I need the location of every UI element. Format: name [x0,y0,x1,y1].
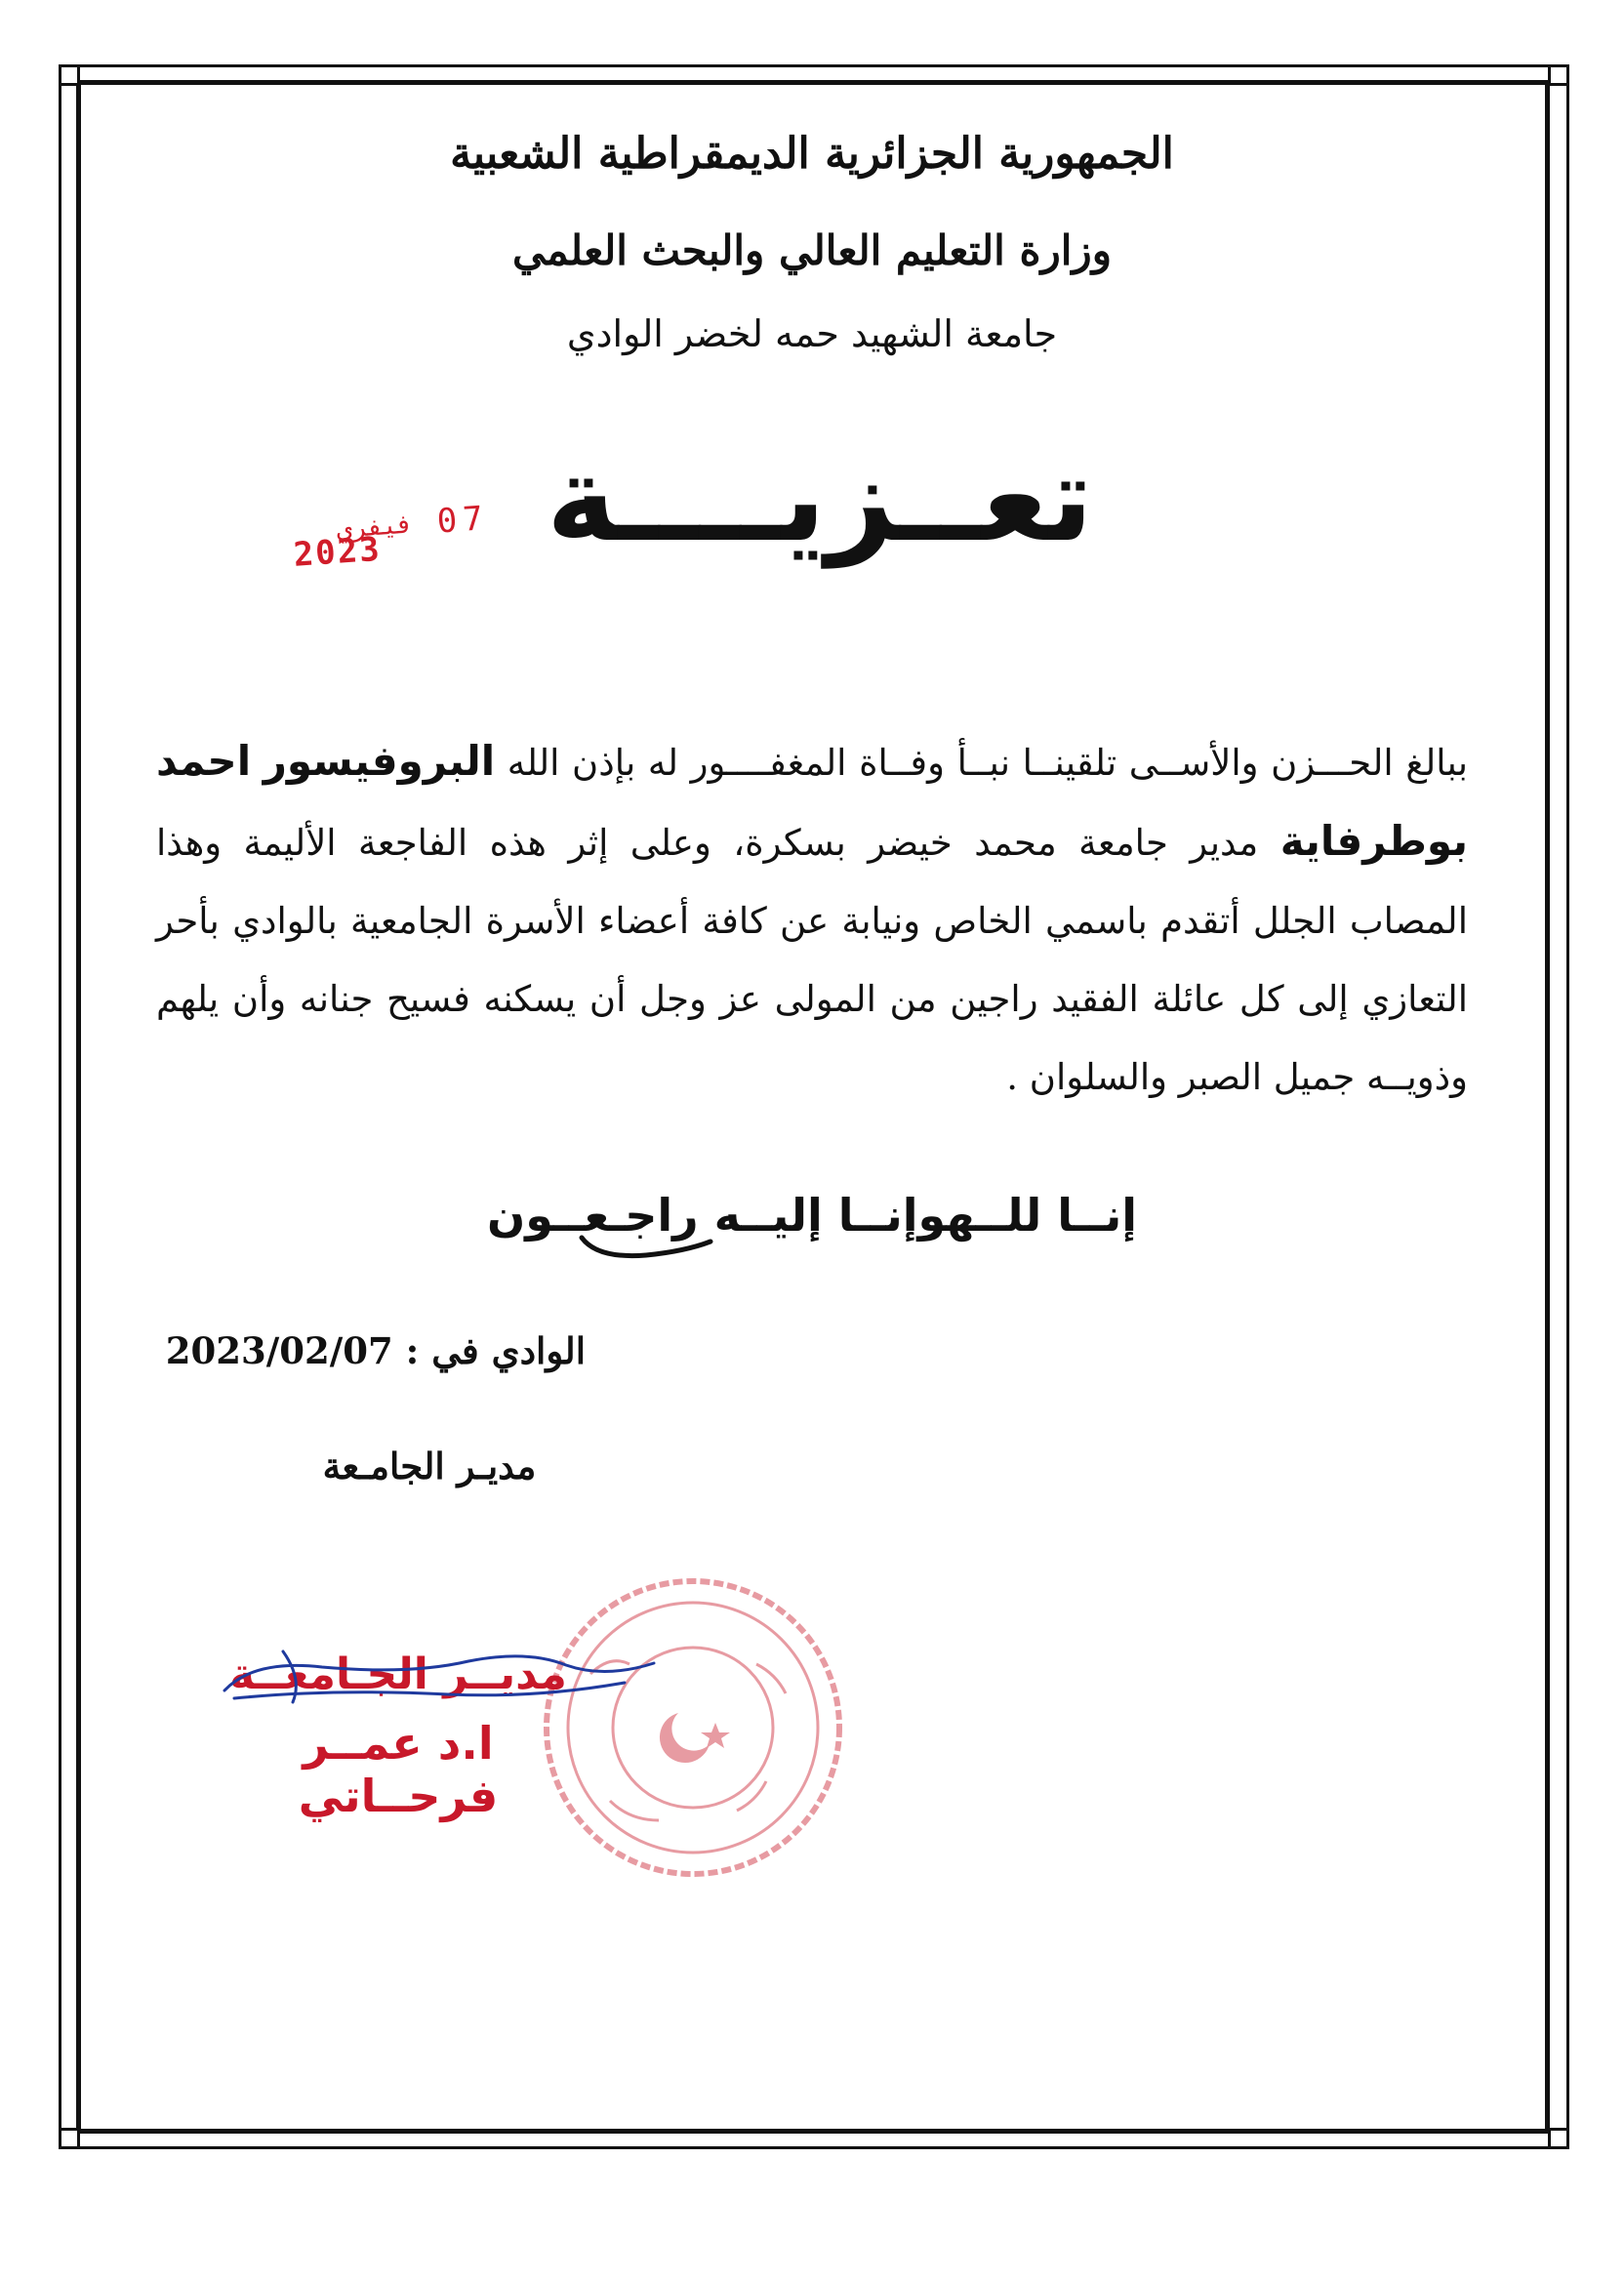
handwritten-signature [215,1640,664,1718]
quran-verse: إنــا للــهوإنــا إليــه راجـعــون [486,1189,1138,1242]
signatory-title: مديـر الجامـعة [322,1445,537,1487]
border-corner [1548,2128,1569,2149]
condolence-paragraph [156,722,1468,1117]
place-label: الوادي في : [405,1329,586,1372]
paragraph-part-2: مدير جامعة محمد خيضر بسكرة، وعلى إثر هذه الفاجعة الأليمة وهذا المصاب الجلل أتقدم باسمي الخاص ونيابة عن كافة أعضاء الأسرة الجامعية بالوادي بأحر التعازي إلى كل عائلة الفقيد راجين من المولى عز وجل أن يسكنه فسيح جنانه وأن يلهم وذويــه جميل الصبر والسلوان . [156,822,1468,1098]
border-corner [1548,64,1569,86]
paragraph-part-1: ببالغ الحـــزن والأســى تلقينــا نبــأ وفــاة المغفــــور له بإذن الله [507,742,1469,784]
issue-date: 2023/02/07 [165,1329,393,1372]
place-and-date [165,1329,586,1372]
deceased-title: البروفيسور [263,737,496,785]
official-seal [532,1567,854,1889]
signature-stamp-name: ا.د عمــر فرحــاتي [298,1717,499,1822]
university-heading: جامعة الشهيد حمه لخضر الوادي [566,312,1058,355]
document-title: تعــزيــــة [546,429,1094,568]
stamp-year: 2023 [292,529,383,575]
signature-stamp-title: مديــر الجـامعــة [229,1650,567,1699]
calligraphy-flourish [578,1234,714,1263]
country-heading: الجمهورية الجزائرية الديمقراطية الشعبية [450,129,1174,179]
stamp-day: 07 [435,498,491,542]
ministry-heading: وزارة التعليم العالي والبحث العلمي [512,226,1112,274]
border-corner [59,2128,80,2149]
stamp-month: فيفري [335,509,415,545]
border-corner [59,64,80,86]
deceased-name: احمد بوطرفاية [156,737,1468,865]
